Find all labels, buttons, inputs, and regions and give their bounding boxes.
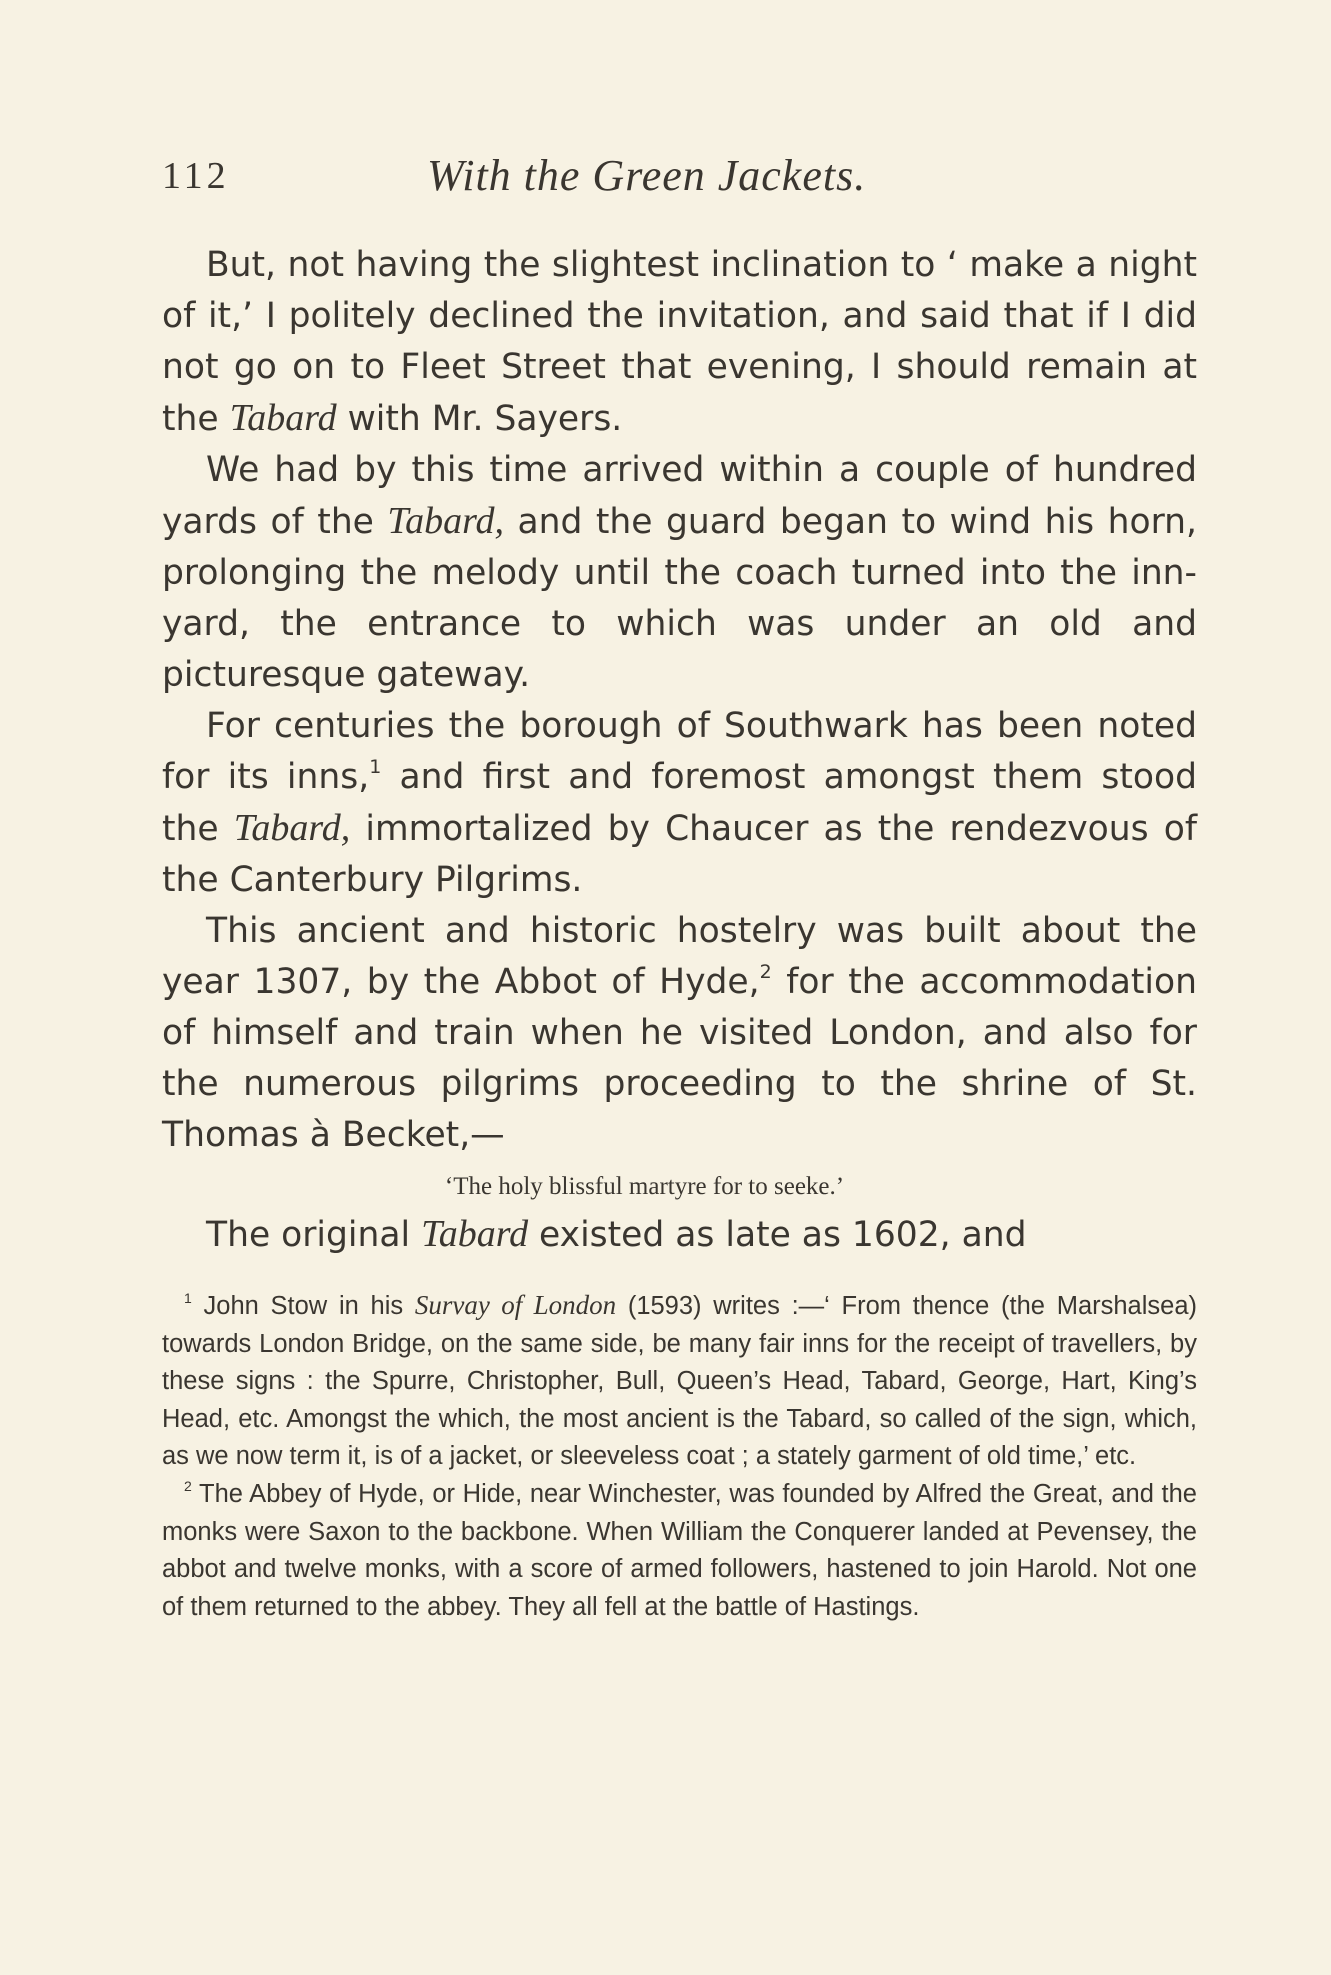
text-run: John Stow in his	[191, 1292, 415, 1320]
text-run: (1593) writes :—‘ From thence (the Marshalsea) towards London Bridge, on the same side, be many fair inns for the receipt of travellers, by these signs : the Spurre, Christopher, Bull, Queen’s Head, Tabard, George, Hart, King’s Head, etc. Amongst the which, the most ancient is the Tabard, so called of the sign, which, as we now term it, is of a jacket, or sleeveless coat ; a stately garment of old time,’ etc.	[162, 1292, 1197, 1471]
italic-text: Tabard	[421, 1213, 529, 1255]
paragraph	[162, 240, 1197, 445]
text-run: This ancient and historic hostelry was built about the year 1307, by the Abbot of Hyde,	[162, 911, 1197, 1002]
italic-text: Tabard	[229, 397, 337, 439]
text-run: But, not having the slightest inclination to ‘ make a night of it,’ I politely declined the invitation, and said that if I did not go on to Fleet Street that evening, I should remain at the	[162, 245, 1197, 439]
text-run: For centuries the borough of Southwark has been noted for its inns,	[162, 706, 1197, 797]
running-title: With the Green Jackets.	[427, 151, 867, 200]
page-number: 112	[162, 155, 230, 197]
footnote	[162, 1287, 1197, 1476]
footnotes	[162, 1287, 1197, 1626]
footnote-reference: 1	[369, 755, 382, 778]
page-header	[162, 150, 1197, 210]
text-run: We had by this time arrived within a couple of hundred yards of the	[162, 450, 1197, 542]
paragraph	[162, 1209, 1197, 1261]
text-run: The original	[206, 1215, 422, 1255]
text-run: immortalized by Chaucer as the rendezvous of the Canterbury Pilgrims.	[162, 809, 1197, 900]
footnote	[162, 1476, 1197, 1626]
paragraph	[162, 906, 1197, 1161]
italic-text: Tabard,	[233, 807, 351, 849]
text-run: The Abbey of Hyde, or Hide, near Winchester, was founded by Alfred the Great, and the monks were Saxon to the backbone. When William the Conquerer landed at Pevensey, the abbot and twelve monks, with a score of armed followers, hastened to join Harold. Not one of them returned to the abbey. They all fell at the battle of Hastings.	[162, 1479, 1197, 1621]
verse-quotation: ‘The holy blissful martyre for to seeke.’	[444, 1173, 845, 1200]
italic-text: Survay of London	[414, 1290, 617, 1320]
text-run: for the accommodation of himself and train when he visited London, and also for the numerous pilgrims proceeding to the shrine of St. Thomas à Becket,—	[162, 962, 1197, 1155]
text-run: with Mr. Sayers.	[336, 399, 623, 439]
footnote-marker: 1	[184, 1289, 192, 1306]
italic-text: Tabard,	[387, 500, 504, 542]
body-text	[162, 240, 1197, 1261]
paragraph	[162, 445, 1197, 701]
text-run: and first and foremost amongst them stood the	[162, 757, 1197, 849]
paragraph	[162, 701, 1197, 906]
book-page	[162, 150, 1197, 1626]
text-run: and the guard began to wind his horn, prolonging the melody until the coach turned into the inn-yard, the entrance to which was under an old and picturesque gateway.	[162, 502, 1197, 695]
footnote-marker: 2	[184, 1477, 192, 1494]
footnote-reference: 2	[759, 960, 772, 983]
text-run: existed as late as 1602, and	[528, 1215, 1027, 1255]
